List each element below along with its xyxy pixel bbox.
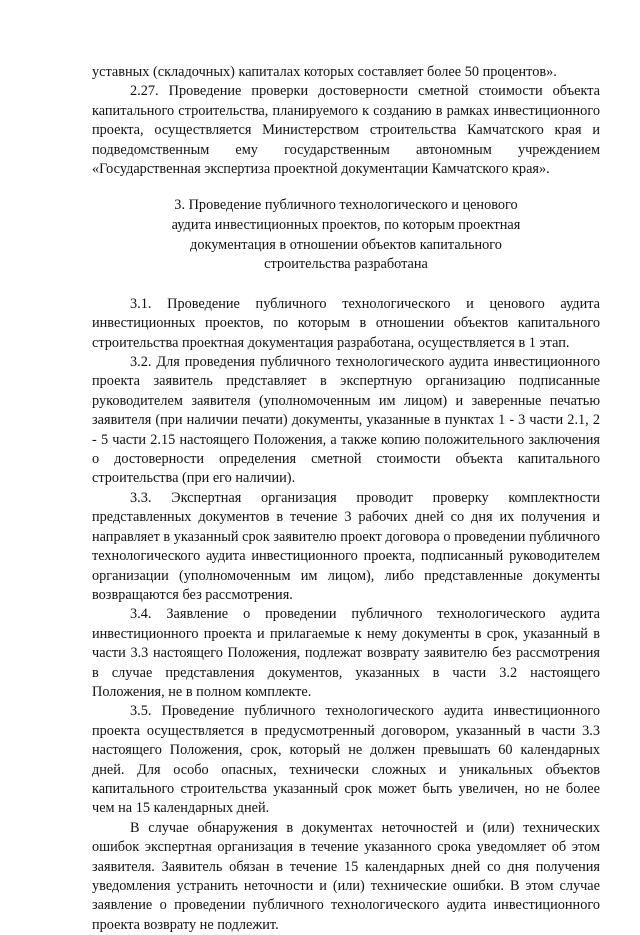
paragraph-3-4: 3.4. Заявление о проведении публичного технологического аудита инвестиционного проекта и прилагаемые к нему документы в срок, указанный в части 3.3 настоящего Положения, подлежат возврату заявителю без рассмотрения в случае представления документов, указанных в части 3.2 настоящего Положения, не в полном комплекте. (92, 606, 600, 700)
paragraph-3-5: 3.5. Проведение публичного технологического аудита инвестиционного проекта осуществляется в предусмотренный договором, указанный в части 3.3 настоящего Положения, срок, который не должен превышать 60 календарных дней. Для особо опасных, технически сложных и уникальных объектов капитального строительства указанный срок может быть увеличен, но не более чем на 15 календарных дней. (92, 703, 600, 817)
paragraph-3-3: 3.3. Экспертная организация проводит проверку комплектности представленных документов в течение 3 рабочих дней со дня их получения и направляет в указанный срок заявителю проект договора о проведении публичного технологического аудита инвестиционного проекта, подписанный руководителем организации (уполномоченным им лицом), либо представленные документы возвращаются без рассмотрения. (92, 489, 600, 603)
paragraph-2-27: 2.27. Проведение проверки достоверности сметной стоимости объекта капитального строительства, планируемого к созданию в рамках инвестиционного проекта, осуществляется Министерством строительства Камчатского края и подведомственным ему государственным автономным учреждением «Государственная экспертиза проектной документации Камчатского края». (92, 83, 600, 178)
paragraph-2-26-end: уставных (складочных) капиталах которых составляет более 50 процентов». (92, 64, 557, 80)
paragraph-3-2: 3.2. Для проведения публичного технологического аудита инвестиционного проекта заявитель представляет в экспертную организацию подписанные руководителем заявителя (уполномоченным им лицом) и заверенные печатью заявителя (при наличии печати) документы, указанные в пунктах 1 - 3 части 2.1, 2 - 5 части 2.15 настоящего Положения, а также копию положительного заключения о достоверности определения сметной стоимости объекта капитального строительства (при его наличии). (92, 354, 600, 487)
paragraph-3-5-continuation: В случае обнаружения в документах неточностей и (или) технических ошибок экспертная организация в течение указанного срока уведомляет об этом заявителя. Заявитель обязан в течение 15 календарных дней со дня получения уведомления устранить неточности и (или) технические ошибки. В этом случае заявление о проведении публичного технологического аудита инвестиционного проекта возврату не подлежит. (92, 819, 600, 933)
paragraph-3-1: 3.1. Проведение публичного технологического и ценового аудита инвестиционных проектов, по которым в отношении объектов капитального строительства проектная документация разработана, осуществляется в 1 этап. (92, 295, 600, 351)
document-page (92, 63, 600, 935)
section-3-heading: 3. Проведение публичного технологического и ценового аудита инвестиционных проектов, по которым проектная документация в отношении объектов капитального строительства разработана (171, 197, 521, 273)
